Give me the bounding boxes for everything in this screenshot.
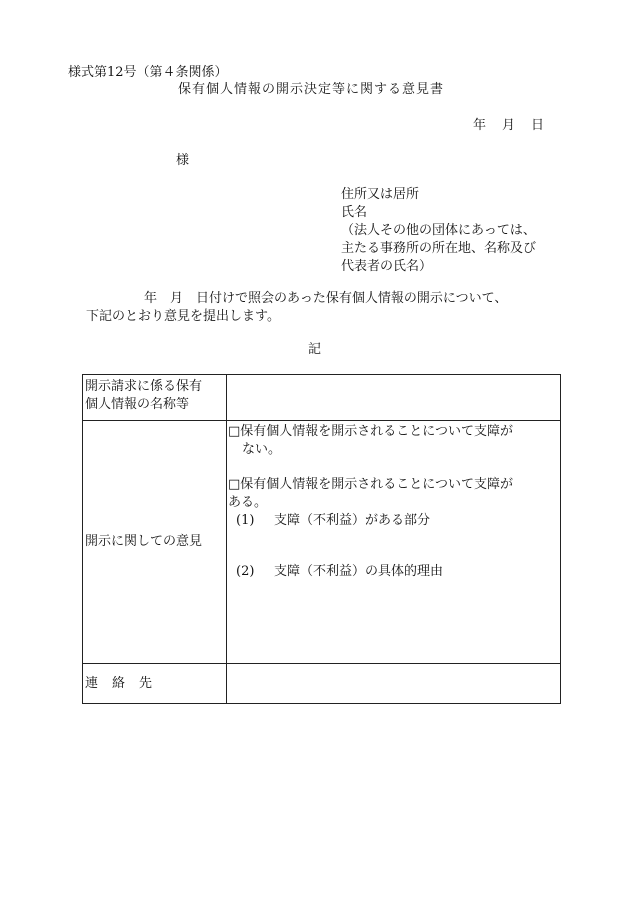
recipient-honorific: 様 [176, 153, 190, 168]
option1-text-line2: ない。 [242, 442, 282, 457]
contact-value-cell[interactable] [227, 664, 561, 704]
body-paragraph [86, 290, 507, 326]
option-objection [228, 476, 560, 581]
date-day: 日 [531, 118, 545, 133]
objection-part-space[interactable] [228, 530, 560, 563]
date-line [473, 117, 560, 134]
date-year: 年 [473, 118, 487, 133]
checkbox-objection[interactable]: □ [228, 477, 241, 492]
contact-label: 連絡先 [85, 675, 167, 691]
info-name-label-line1: 開示請求に係る保有 [85, 379, 203, 394]
document-title: 保有個人情報の開示決定等に関する意見書 [178, 82, 445, 97]
opinion-label-cell [83, 421, 227, 664]
form-number: 様式第12号（第４条関係） [68, 65, 228, 80]
address-label: 住所又は居所 [341, 187, 420, 202]
table-row [83, 375, 561, 421]
info-name-value-cell[interactable] [227, 375, 561, 421]
contact-label-cell [83, 664, 227, 704]
sub1-number: (1) [236, 513, 255, 528]
option2-text-line2: ある。 [228, 495, 268, 510]
applicant-note-line3: 代表者の氏名） [341, 259, 433, 274]
ki-heading: 記 [308, 342, 322, 357]
name-label: 氏名 [341, 205, 368, 220]
applicant-note-line1: （法人その他の団体にあっては、 [341, 223, 536, 238]
body-line1: 年 月 日付けで照会のあった保有個人情報の開示について、 [144, 291, 508, 306]
opinion-value-cell [227, 421, 561, 664]
date-month: 月 [502, 118, 516, 133]
checkbox-no-objection[interactable]: □ [228, 424, 241, 439]
option1-text-line1: 保有個人情報を開示されることについて支障が [240, 424, 514, 439]
sub1-text: 支障（不利益）がある部分 [274, 513, 431, 528]
option2-text-line1: 保有個人情報を開示されることについて支障が [240, 477, 514, 492]
sub2-text: 支障（不利益）の具体的理由 [274, 564, 444, 579]
table-row [83, 664, 561, 704]
opinion-label: 開示に関しての意見 [85, 534, 203, 549]
sub2-number: (2) [236, 564, 255, 579]
opinion-table [82, 374, 561, 704]
body-line2: 下記のとおり意見を提出します。 [86, 309, 280, 324]
objection-part-item [228, 512, 560, 530]
applicant-note-line2: 主たる事務所の所在地、名称及び [341, 241, 537, 256]
table-row [83, 421, 561, 664]
option-no-objection [228, 423, 560, 459]
info-name-label-line2: 個人情報の名称等 [85, 397, 190, 412]
info-name-label-cell [83, 375, 227, 421]
applicant-block [341, 186, 536, 276]
objection-reason-item [228, 563, 560, 581]
